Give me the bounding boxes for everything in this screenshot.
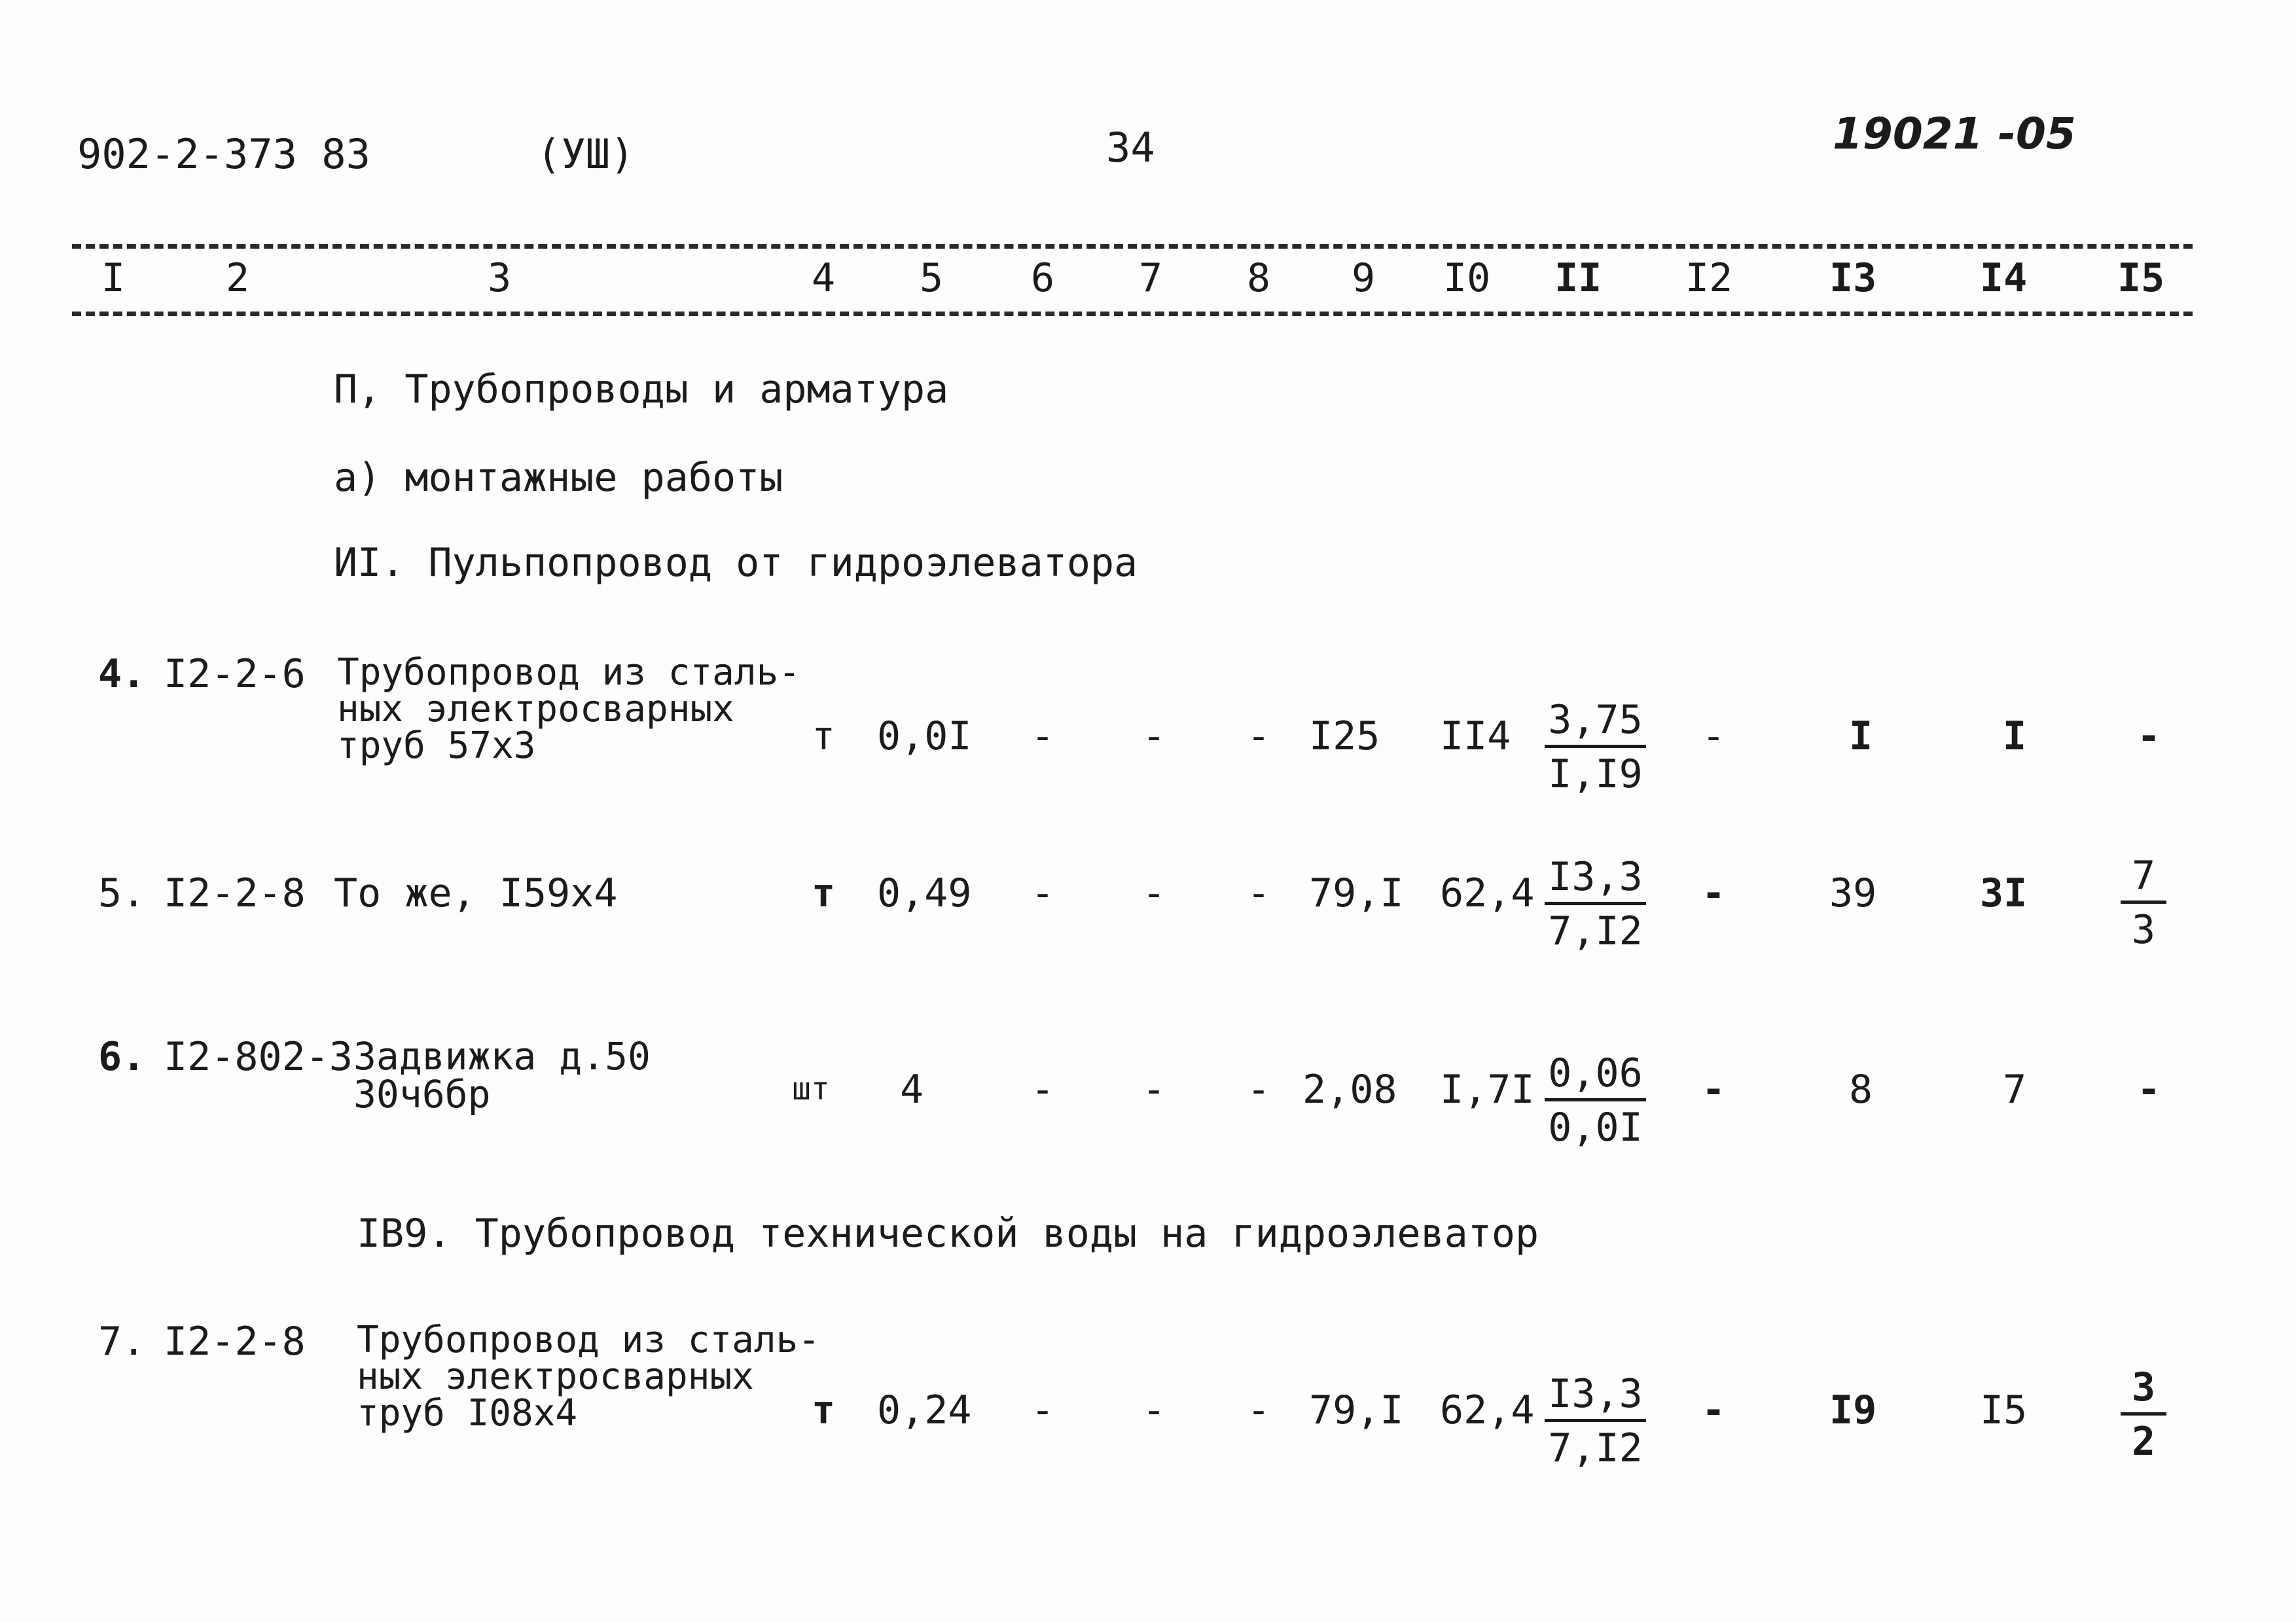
col-header-8: 8 bbox=[1247, 255, 1271, 301]
row-col13: I bbox=[1849, 713, 1873, 759]
row-quantity: 0,24 bbox=[877, 1387, 972, 1433]
row-description: То же, I59х4 bbox=[334, 870, 618, 916]
col-header-13: I3 bbox=[1829, 255, 1877, 301]
row-col11-fraction: $\frac{0,06}{0,0I}$ bbox=[1545, 1054, 1646, 1147]
row-col12: - bbox=[1702, 870, 1726, 916]
col-header-11: II bbox=[1554, 255, 1602, 301]
row-col7: - bbox=[1142, 1387, 1166, 1433]
doc-code: 902-2-373 83 bbox=[77, 130, 370, 178]
group-heading-2: IВ9. Трубопровод технической воды на гидроэлеватор bbox=[357, 1211, 1539, 1257]
header-top-rule bbox=[72, 244, 2193, 249]
row-col10: 62,4 bbox=[1440, 1387, 1535, 1433]
row-col10: II4 bbox=[1440, 713, 1511, 759]
row-unit: т bbox=[812, 870, 836, 916]
row-number: 5. bbox=[98, 870, 146, 916]
row-col15-fraction: $\frac{7}{3}$ bbox=[2121, 856, 2166, 950]
col-header-5: 5 bbox=[920, 255, 944, 301]
row-description: Трубопровод из сталь- ных электросварных труб I08х4 bbox=[357, 1319, 821, 1435]
row-number: 6. bbox=[98, 1034, 146, 1080]
row-col11-fraction: $\frac{I3,3}{7,I2}$ bbox=[1545, 1374, 1646, 1468]
row-col8: - bbox=[1247, 870, 1271, 916]
row-col14: I bbox=[2003, 713, 2027, 759]
row-col12: - bbox=[1702, 1067, 1726, 1113]
row-col6: - bbox=[1031, 713, 1055, 759]
row-col11-fraction: $\frac{3,75}{I,I9}$ bbox=[1545, 700, 1646, 794]
col-header-2: 2 bbox=[226, 255, 250, 301]
row-description: Задвижка д.50 30ч6бр bbox=[353, 1034, 651, 1116]
row-col15-fraction: $\frac{3}{2}$ bbox=[2121, 1368, 2166, 1461]
section-heading-sub: а) монтажные работы bbox=[334, 455, 783, 501]
page-number: 34 bbox=[1106, 124, 1155, 171]
group-heading-1: ИI. Пульпопровод от гидроэлеватора bbox=[334, 540, 1138, 586]
row-number: 7. bbox=[98, 1319, 146, 1364]
row-col9: 2,08 bbox=[1302, 1067, 1397, 1113]
row-quantity: 0,49 bbox=[877, 870, 972, 916]
row-col9: I25 bbox=[1309, 713, 1380, 759]
row-col6: - bbox=[1031, 1387, 1055, 1433]
row-col15: - bbox=[2137, 1067, 2161, 1113]
row-col9: 79,I bbox=[1309, 870, 1404, 916]
row-col14: 3I bbox=[1980, 870, 2028, 916]
col-header-9: 9 bbox=[1352, 255, 1376, 301]
volume-label: (УШ) bbox=[537, 130, 635, 178]
col-header-14: I4 bbox=[1980, 255, 2028, 301]
row-col15: - bbox=[2137, 713, 2161, 759]
col-header-15: I5 bbox=[2117, 255, 2165, 301]
col-header-6: 6 bbox=[1031, 255, 1055, 301]
row-description: Трубопровод из сталь- ных электросварных труб 57х3 bbox=[337, 651, 801, 767]
row-col8: - bbox=[1247, 1067, 1271, 1113]
row-code: I2-802-3 bbox=[164, 1034, 353, 1080]
row-col10: I,7I bbox=[1440, 1067, 1535, 1113]
row-unit: шт bbox=[792, 1071, 830, 1107]
row-col6: - bbox=[1031, 870, 1055, 916]
col-header-12: I2 bbox=[1685, 255, 1733, 301]
row-code: I2-2-6 bbox=[164, 651, 306, 697]
row-unit: т bbox=[812, 713, 836, 759]
col-header-3: 3 bbox=[488, 255, 512, 301]
col-header-1: I bbox=[101, 255, 126, 301]
col-header-10: I0 bbox=[1443, 255, 1491, 301]
row-col13: 39 bbox=[1829, 870, 1877, 916]
row-col11-fraction: $\frac{I3,3}{7,I2}$ bbox=[1545, 857, 1646, 951]
row-col14: 7 bbox=[2003, 1067, 2027, 1113]
header-bottom-rule bbox=[72, 312, 2193, 316]
row-col13: 8 bbox=[1849, 1067, 1873, 1113]
row-quantity: 4 bbox=[900, 1067, 924, 1113]
row-code: I2-2-8 bbox=[164, 1319, 306, 1364]
row-col8: - bbox=[1247, 713, 1271, 759]
row-col12: - bbox=[1702, 1387, 1726, 1433]
row-unit: т bbox=[812, 1387, 836, 1433]
handwritten-stamp: 19021 -05 bbox=[1833, 109, 2076, 159]
row-col7: - bbox=[1142, 713, 1166, 759]
row-col7: - bbox=[1142, 1067, 1166, 1113]
row-col9: 79,I bbox=[1309, 1387, 1404, 1433]
section-heading-main: П, Трубопроводы и арматура bbox=[334, 366, 949, 412]
col-header-4: 4 bbox=[812, 255, 836, 301]
row-number: 4. bbox=[98, 651, 146, 697]
row-col6: - bbox=[1031, 1067, 1055, 1113]
row-col14: I5 bbox=[1980, 1387, 2028, 1433]
row-col8: - bbox=[1247, 1387, 1271, 1433]
row-quantity: 0,0I bbox=[877, 713, 972, 759]
row-col7: - bbox=[1142, 870, 1166, 916]
col-header-7: 7 bbox=[1139, 255, 1163, 301]
row-col13: I9 bbox=[1829, 1387, 1877, 1433]
row-col12: - bbox=[1702, 713, 1726, 759]
row-col10: 62,4 bbox=[1440, 870, 1535, 916]
row-code: I2-2-8 bbox=[164, 870, 306, 916]
